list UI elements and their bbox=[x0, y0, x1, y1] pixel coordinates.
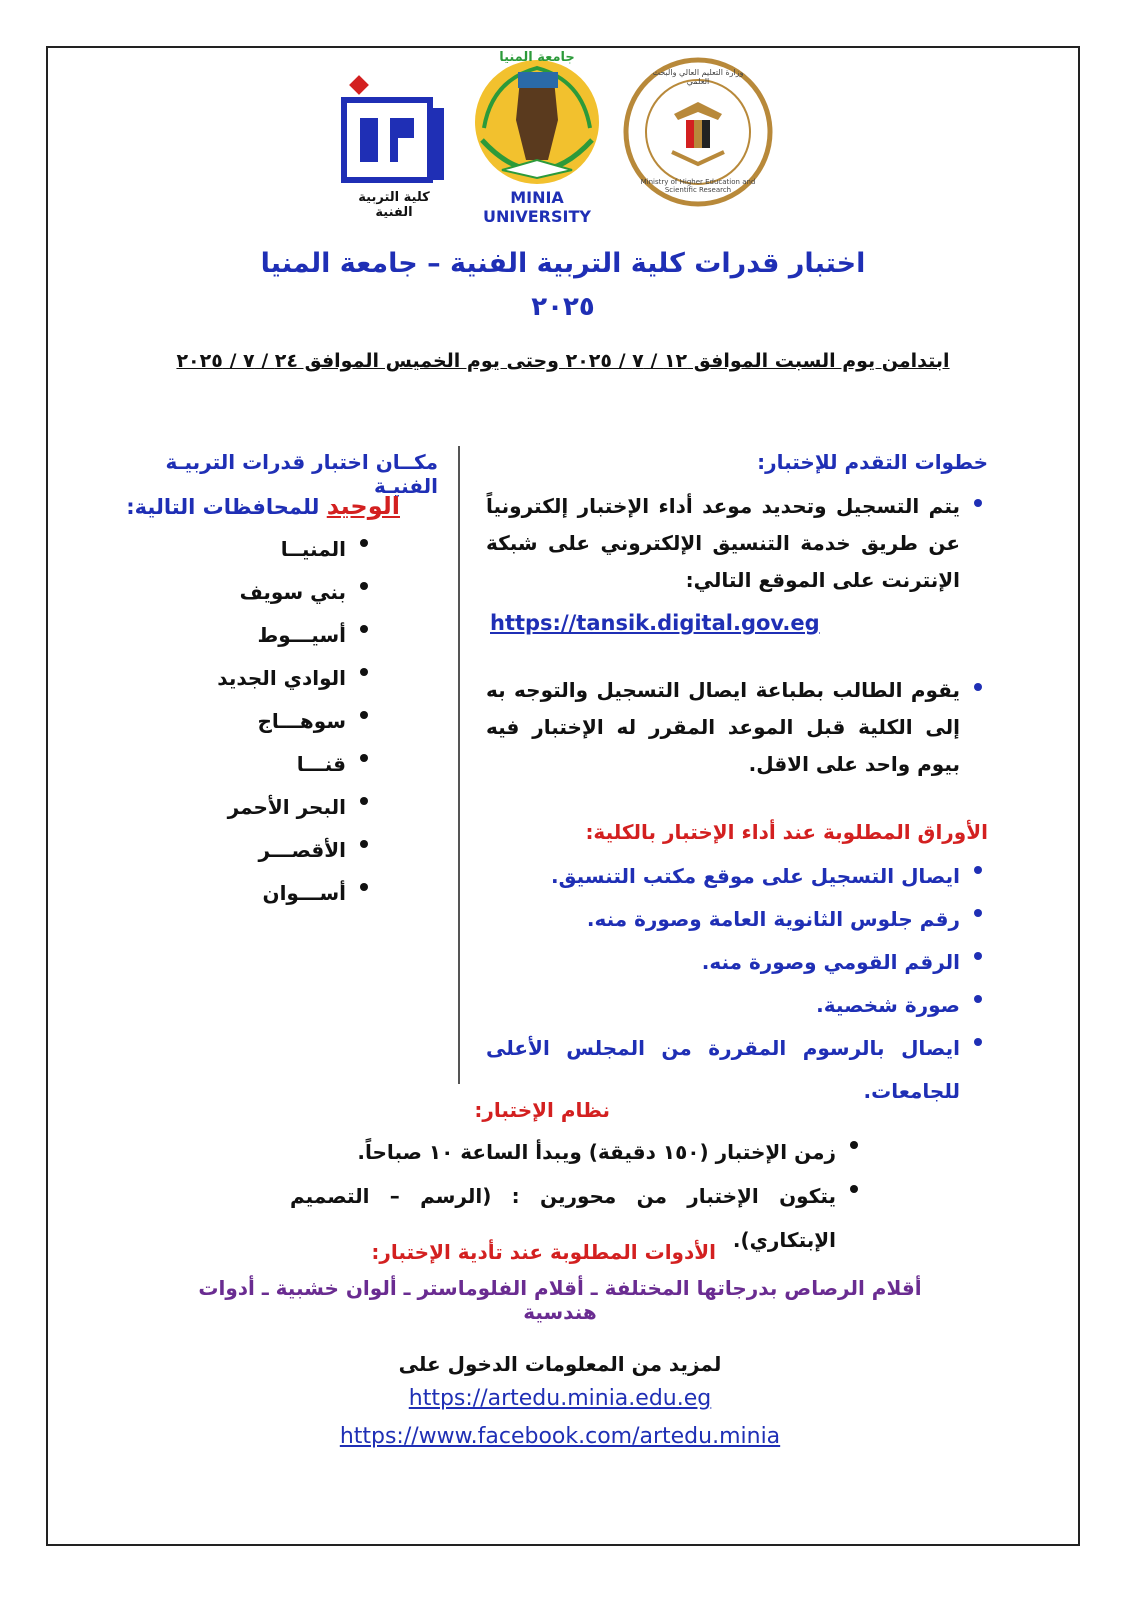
paper-item: ايصال التسجيل على موقع مكتب التنسيق. bbox=[486, 855, 986, 898]
step-item-print-receipt-text: يقوم الطالب بطباعة ايصال التسجيل والتوجه به إلى الكلية قبل الموعد المقرر له الإختبار فيه بيوم واحد على الاقل. bbox=[486, 678, 960, 776]
university-logo-mark bbox=[462, 50, 612, 190]
paper-item: الرقم القومي وصورة منه. bbox=[486, 941, 986, 984]
governorate-item: البحر الأحمر bbox=[150, 786, 372, 829]
faculty-logo-mark bbox=[338, 72, 450, 184]
location-heading-line2 bbox=[100, 492, 400, 520]
faculty-website-link[interactable]: https://artedu.minia.edu.eg bbox=[408, 1386, 712, 1411]
step-item-print-receipt bbox=[486, 672, 986, 783]
column-divider bbox=[458, 446, 460, 1084]
location-highlight-word: الوحيد bbox=[326, 492, 400, 520]
papers-list bbox=[486, 855, 986, 1113]
governorate-item: قنـــا bbox=[150, 743, 372, 786]
exam-system-item: زمن الإختبار (١٥٠ دقيقة) ويبدأ الساعة ١٠ صباحاً. bbox=[290, 1130, 862, 1174]
governorate-item: المنيــا bbox=[150, 528, 372, 571]
ministry-logo bbox=[622, 56, 774, 208]
page-title: اختبار قدرات كلية التربية الفنية – جامعة المنيا bbox=[260, 248, 866, 279]
steps-list bbox=[486, 488, 986, 783]
more-info-text: لمزيد من المعلومات الدخول على bbox=[398, 1352, 722, 1376]
tools-heading: الأدوات المطلوبة عند تأدية الإختبار: bbox=[371, 1240, 716, 1264]
location-heading-rest: للمحافظات التالية: bbox=[126, 495, 327, 519]
governorate-item: الوادي الجديد bbox=[150, 657, 372, 700]
page-year: ٢٠٢٥ bbox=[531, 292, 595, 322]
exam-system-heading: نظام الإختبار: bbox=[474, 1098, 610, 1122]
university-logo bbox=[462, 50, 612, 226]
ministry-logo-arabic: وزارة التعليم العالي والبحث العلمي bbox=[652, 68, 744, 86]
paper-item: صورة شخصية. bbox=[486, 984, 986, 1027]
governorate-item: بني سويف bbox=[150, 571, 372, 614]
ministry-logo-english: Ministry of Higher Education and Scientific Research bbox=[640, 178, 756, 194]
faculty-logo-caption: كلية التربية الفنية bbox=[358, 190, 430, 220]
date-range-text: ابتدامن يوم السبت الموافق ١٢ / ٧ / ٢٠٢٥ وحتى يوم الخميس الموافق ٢٤ / ٧ / ٢٠٢٥ bbox=[176, 350, 950, 372]
tansik-link[interactable]: https://tansik.digital.gov.eg bbox=[490, 611, 820, 635]
paper-item: رقم جلوس الثانوية العامة وصورة منه. bbox=[486, 898, 986, 941]
university-logo-arabic: جامعة المنيا bbox=[499, 50, 575, 65]
governorate-item: أسيـــوط bbox=[150, 614, 372, 657]
governorate-item: الأقصـــر bbox=[150, 829, 372, 872]
steps-heading: خطوات التقدم للإختبار: bbox=[757, 450, 988, 474]
step-item-registration-text: يتم التسجيل وتحديد موعد أداء الإختبار إلكترونياً عن طريق خدمة التنسيق الإلكتروني على شبكة الإنترنت على الموقع التالي: bbox=[486, 494, 960, 592]
facebook-link[interactable]: https://www.facebook.com/artedu.minia bbox=[339, 1424, 781, 1449]
tools-text: أقلام الرصاص بدرجاتها المختلفة ـ أقلام الفلوماستر ـ ألوان خشبية ـ أدوات هندسية bbox=[198, 1276, 922, 1324]
step-item-registration bbox=[486, 488, 986, 642]
date-range bbox=[46, 350, 1080, 372]
university-logo-english: MINIA UNIVERSITY bbox=[483, 188, 591, 226]
exam-system-item: يتكون الإختبار من محورين : (الرسم – التصميم الإبتكاري). bbox=[290, 1174, 862, 1262]
location-heading-line1: مكــان اختبار قدرات التربيـة الفنيـة bbox=[165, 450, 438, 498]
paper-item: ايصال بالرسوم المقررة من المجلس الأعلى للجامعات. bbox=[486, 1027, 986, 1113]
papers-heading: الأوراق المطلوبة عند أداء الإختبار بالكلية: bbox=[585, 820, 988, 844]
governorate-item: سوهـــاج bbox=[150, 700, 372, 743]
faculty-logo bbox=[338, 72, 450, 220]
governorates-list bbox=[150, 528, 372, 915]
governorate-item: أســـوان bbox=[150, 872, 372, 915]
